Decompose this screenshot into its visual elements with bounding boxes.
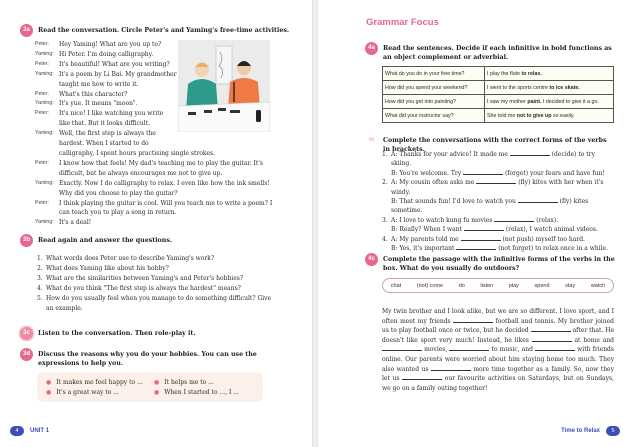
item-number: 4. xyxy=(382,235,388,243)
answer-blank[interactable] xyxy=(518,197,558,203)
answer-blank[interactable] xyxy=(453,317,493,323)
line-text: A: My parents told me (not push) myself too hard. xyxy=(391,235,585,243)
bold-infinitive: not to give up xyxy=(516,112,552,119)
answer-blank[interactable] xyxy=(464,225,504,231)
speaker-label: Yaming: xyxy=(35,130,54,137)
dialogue-text: Hi Peter. I'm doing calligraphy. xyxy=(59,50,154,58)
ex4a-badge: 4a xyxy=(365,42,378,55)
dialogue-text: Hey Yaming! What are you up to? xyxy=(59,41,162,48)
item-number: 2. xyxy=(382,179,388,187)
question-cell: What do you do in your free time? xyxy=(383,67,485,81)
expression: ● It makes me feel happy to ... xyxy=(46,379,143,386)
speaker-label: Peter: xyxy=(35,41,49,47)
speaker-label: Yaming: xyxy=(35,219,54,226)
ex3d-badge: 3d xyxy=(20,348,33,361)
answer-blank[interactable] xyxy=(461,235,501,241)
dialogue-line xyxy=(35,218,285,228)
line-text: A: My cousin often asks me (fly) kites with her when it's windy. xyxy=(391,179,604,196)
ex3b-badge: 3b xyxy=(20,234,33,247)
line-text: B: Really? When I want (relax), I watch animal videos. xyxy=(391,226,598,234)
word-box-item: do xyxy=(458,282,465,289)
question-text: How do you usually feel when you manage to do something difficult? Give an example. xyxy=(46,294,272,312)
ex4c-badge: 4c xyxy=(365,253,378,266)
word-box-item: play xyxy=(508,282,519,289)
dialogue-line xyxy=(35,179,285,199)
conversation-line-b xyxy=(382,169,616,178)
conversation-line-a xyxy=(382,216,616,225)
bullet-icon: ● xyxy=(154,379,160,386)
answer-blank[interactable] xyxy=(532,336,572,342)
answer-cell: I saw my mother paint. I decided to give it a go. xyxy=(485,95,614,109)
item-number: 1. xyxy=(382,151,388,158)
question-item xyxy=(37,254,277,264)
left-page xyxy=(0,0,312,447)
answer-blank[interactable] xyxy=(449,345,489,351)
bold-infinitive: paint. xyxy=(527,98,542,105)
question-cell: How did you get into painting? xyxy=(383,95,485,109)
answer-blank[interactable] xyxy=(382,345,422,351)
table-row xyxy=(383,95,614,109)
answer-cell: I went to the sports centre to ice skate. xyxy=(485,81,614,95)
question-number: 4. xyxy=(37,284,43,292)
dialogue-line xyxy=(35,129,285,159)
word-box-item: listen xyxy=(480,282,494,289)
answer-blank[interactable] xyxy=(531,326,571,332)
page-number: 4 xyxy=(10,426,24,436)
word-box-item: spend xyxy=(534,282,550,289)
ex4b-badge: 4b xyxy=(368,137,375,143)
word-box-item: chat xyxy=(390,282,402,289)
answer-cell: She told me not to give up so easily. xyxy=(485,109,614,123)
line-text: B: You're welcome. Try (forget) your fears and have fun! xyxy=(391,169,605,177)
dialogue-text: Exactly. Now I do calligraphy to relax. I even like how the ink smells! Why did you choose to play the guitar? xyxy=(59,179,270,197)
line-text: A: Thanks for your advice! It made me (decide) to try skiing. xyxy=(391,151,595,168)
line-text: A: I love to watch kung fu movies (relax). xyxy=(391,216,559,224)
dialogue-text: Well, the first step is always the hardest. When I started to do calligraphy, I spent hours practising single strokes. xyxy=(59,130,216,157)
answer-blank[interactable] xyxy=(535,345,575,351)
conversation-line-a xyxy=(382,235,616,244)
question-text: What do you think "The first step is always the hardest" means? xyxy=(46,284,241,292)
section-title: Grammar Focus xyxy=(366,17,439,28)
answer-blank[interactable] xyxy=(402,374,442,380)
conversation-line-a xyxy=(382,150,616,169)
bullet-icon: ● xyxy=(154,389,160,396)
word-box-item: stay xyxy=(565,282,576,289)
ex3c-listen-badge[interactable]: 3c xyxy=(20,327,33,340)
item-number: 3. xyxy=(382,216,388,224)
answer-blank[interactable] xyxy=(463,169,503,175)
question-text: What words does Peter use to describe Yaming's work? xyxy=(46,255,215,262)
answer-blank[interactable] xyxy=(476,178,516,184)
speaker-label: Yaming: xyxy=(35,179,54,186)
question-text: What does Yaming like about his hobby? xyxy=(46,264,169,272)
bold-infinitive: to relax. xyxy=(521,70,542,77)
ex4b-instruction: 4b Complete the conversations with the correct forms of the verbs in brackets. xyxy=(365,134,615,154)
question-item xyxy=(37,294,277,314)
ex3b-instruction: 3b Read again and answer the questions. xyxy=(20,234,300,247)
answer-blank[interactable] xyxy=(510,150,550,156)
line-text: B: Yes, it's important (not forget) to relax once in a while. xyxy=(391,245,608,253)
ex3b-questions xyxy=(37,254,277,313)
unit-label: UNIT 1 xyxy=(30,428,50,434)
page-number: 5 xyxy=(606,426,620,436)
ex3c-instruction: 3c Listen to the conversation. Then role-play it. xyxy=(20,327,300,340)
speaker-label: Peter: xyxy=(35,60,49,67)
answer-blank[interactable] xyxy=(494,216,534,222)
right-footer xyxy=(561,426,620,436)
ex4a-instruction: 4a Read the sentences. Decide if each infinitive in bold functions as an object complement or adverbial. xyxy=(365,42,615,62)
expressions-box xyxy=(37,372,263,402)
word-box-item: watch xyxy=(590,282,606,289)
dialogue-text: I know how that feels! My dad's teaching me to play the guitar. It's difficult, but he always encourages me not to give up. xyxy=(59,159,263,177)
bullet-icon: ● xyxy=(46,389,52,396)
bold-infinitive: to ice skate. xyxy=(549,84,580,91)
speaker-label: Peter: xyxy=(35,110,49,117)
dialogue-text: What's this character? xyxy=(59,90,128,98)
question-number: 1. xyxy=(37,255,43,262)
ex3a-badge: 3a xyxy=(20,24,33,37)
conversation-line-b xyxy=(382,197,616,216)
question-item xyxy=(37,284,277,294)
conversation-line-a xyxy=(382,178,616,197)
dialogue-line xyxy=(35,199,285,219)
speaker-label: Peter: xyxy=(35,199,49,206)
right-page xyxy=(318,0,630,447)
ex3d-instruction: 3d Discuss the reasons why you do your hobbies. You can use the expressions to help you. xyxy=(20,348,275,368)
dialogue-text: I think playing the guitar is cool. Will you teach me to write a poem? I can teach you to play a song in return. xyxy=(59,199,273,217)
answer-blank[interactable] xyxy=(431,365,471,371)
conversation-line-b xyxy=(382,225,616,234)
answer-blank[interactable] xyxy=(456,244,496,250)
speaker-label: Yaming: xyxy=(35,50,54,57)
dialogue-line xyxy=(35,159,285,179)
table-row xyxy=(383,67,614,81)
calligraphy-illustration xyxy=(178,40,270,132)
table-row xyxy=(383,109,614,123)
table-row xyxy=(383,81,614,95)
fill-in-passage: My twin brother and I look alike, but we are so different. I love sport, and I often meet my friends football and tennis. My brother joined us to play football once or twice, but he decided after that. He doesn't like sport very much! Instead, he likes at home and movies, to music, and with friends online. Our parents were worried about him staying home too much. They also wanted us more time together as a family. So, now they let us our favourite activities on Saturdays, but on Sundays, we go on a family outing together! xyxy=(382,308,615,392)
dialogue-text: It's nice! I like watching you write like that. But it looks difficult. xyxy=(59,110,164,128)
speaker-label: Yaming: xyxy=(35,70,54,77)
question-item xyxy=(37,274,277,284)
question-item xyxy=(37,264,277,274)
question-number: 3. xyxy=(37,274,43,282)
expression: ● When I started to ..., I ... xyxy=(154,389,239,396)
speaker-label: Peter: xyxy=(35,90,49,97)
word-box xyxy=(382,278,614,293)
bullet-icon: ● xyxy=(46,379,52,386)
ex4b-items xyxy=(382,150,616,253)
left-footer xyxy=(10,426,49,436)
grammar-table xyxy=(382,66,614,123)
ex4c-instruction: 4c Complete the passage with the infinitive forms of the verbs in the box. What do you usually do outdoors? xyxy=(365,253,615,273)
question-number: 2. xyxy=(37,264,43,272)
dialogue-text: It's beautiful! What are you writing? xyxy=(59,60,170,68)
expression: ● It's a great way to ... xyxy=(46,389,119,396)
question-cell: How did you spend your weekend? xyxy=(383,81,485,95)
answer-cell: I play the flute to relax. xyxy=(485,67,614,81)
question-number: 5. xyxy=(37,294,43,302)
word-box-item: (not) come xyxy=(416,282,444,289)
line-text: B: That sounds fun! I'd love to watch you (fly) kites sometime. xyxy=(391,198,589,215)
unit-title: Time to Relax xyxy=(561,428,600,434)
ex3a-instruction: 3a Read the conversation. Circle Peter's and Yaming's free-time activities. xyxy=(20,24,300,37)
dialogue-text: It's yue. It means "moon". xyxy=(59,100,138,108)
speaker-label: Peter: xyxy=(35,159,49,166)
dialogue-text: It's a deal! xyxy=(59,219,92,227)
expression: ● It helps me to ... xyxy=(154,379,214,386)
question-text: What are the similarities between Yaming's and Peter's hobbies? xyxy=(46,274,244,282)
speaker-label: Yaming: xyxy=(35,100,54,107)
question-cell: What did your instructor say? xyxy=(383,109,485,123)
dialogue-text: It's a poem by Li Bai. My grandmother taught me how to write it. xyxy=(59,70,177,88)
